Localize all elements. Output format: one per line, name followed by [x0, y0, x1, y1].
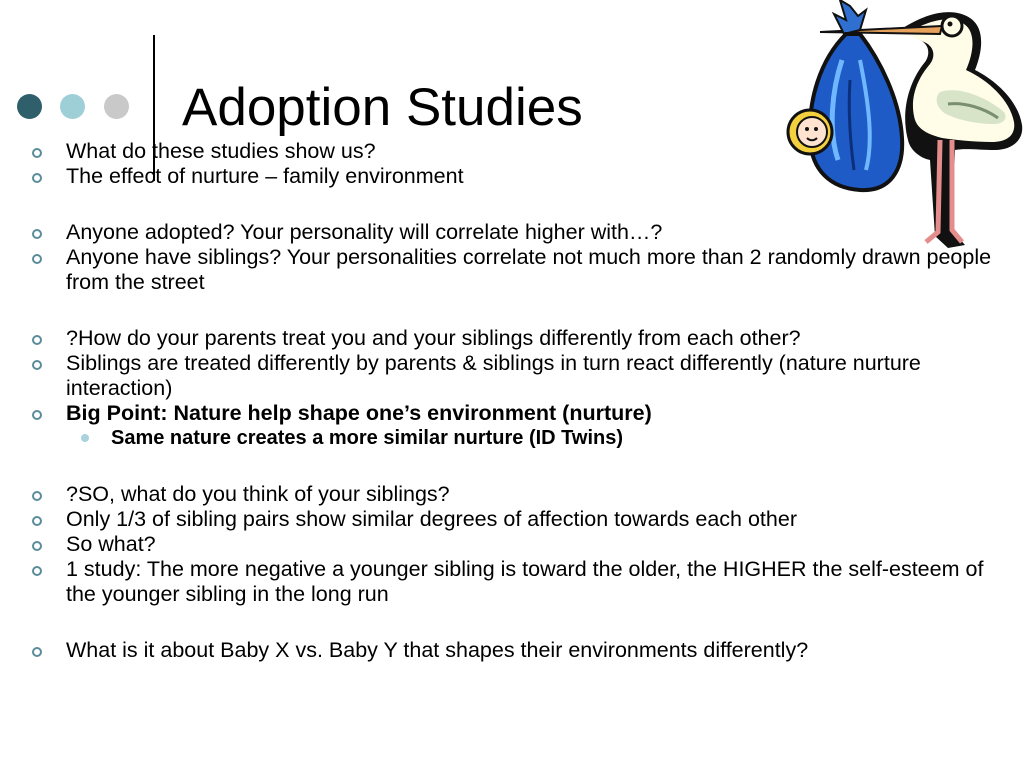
list-item: [30, 482, 1015, 507]
list-item-text: 1 study: The more negative a younger sibling is toward the older, the HIGHER the self-esteem of the younger sibling in the long run: [66, 557, 984, 606]
slide-title: Adoption Studies: [182, 78, 583, 137]
ring-bullet-icon: [32, 360, 42, 370]
list-item: [30, 532, 1015, 557]
list-item: [30, 638, 1015, 663]
list-item-text: ?SO, what do you think of your siblings?: [66, 482, 450, 506]
list-item-text: Big Point: Nature help shape one’s environment (nurture): [66, 401, 652, 425]
list-item-text: What is it about Baby X vs. Baby Y that shapes their environments differently?: [66, 638, 809, 662]
list-item-text: What do these studies show us?: [66, 139, 376, 163]
ring-bullet-icon: [32, 491, 42, 501]
list-item: [30, 557, 1015, 607]
dot-dark-icon: [17, 94, 42, 119]
list-item-text: Anyone have siblings? Your personalities correlate not much more than 2 randomly drawn people from the street: [66, 245, 992, 294]
ring-bullet-icon: [32, 410, 42, 420]
list-item-text: Same nature creates a more similar nurture (ID Twins): [111, 427, 624, 449]
list-item: [30, 351, 1015, 401]
list-item-text: The effect of nurture – family environment: [66, 164, 464, 188]
list-item: [30, 220, 1015, 245]
list-item: [30, 326, 1015, 351]
list-item: [30, 139, 1015, 164]
list-item-text: Siblings are treated differently by parents & siblings in turn react differently (nature nurture interaction): [66, 351, 921, 400]
dot-gray-icon: [104, 94, 129, 119]
ring-bullet-icon: [32, 229, 42, 239]
ring-bullet-icon: [32, 516, 42, 526]
ring-bullet-icon: [32, 148, 42, 158]
list-item-text: So what?: [66, 532, 156, 556]
ring-bullet-icon: [32, 254, 42, 264]
list-item: [30, 164, 1015, 189]
ring-bullet-icon: [32, 541, 42, 551]
list-item-text: Only 1/3 of sibling pairs show similar degrees of affection towards each other: [66, 507, 797, 531]
filled-bullet-icon: [81, 434, 89, 442]
sub-list-item: [30, 426, 1015, 451]
ring-bullet-icon: [32, 647, 42, 657]
ring-bullet-icon: [32, 566, 42, 576]
ring-bullet-icon: [32, 173, 42, 183]
ring-bullet-icon: [32, 335, 42, 345]
list-item-text: ?How do your parents treat you and your siblings differently from each other?: [66, 326, 801, 350]
list-item-text: Anyone adopted? Your personality will correlate higher with…?: [66, 220, 663, 244]
bullet-list: [30, 139, 1015, 663]
list-item: [30, 401, 1015, 426]
list-item: [30, 507, 1015, 532]
list-item: [30, 245, 1015, 295]
dot-teal-icon: [60, 94, 85, 119]
